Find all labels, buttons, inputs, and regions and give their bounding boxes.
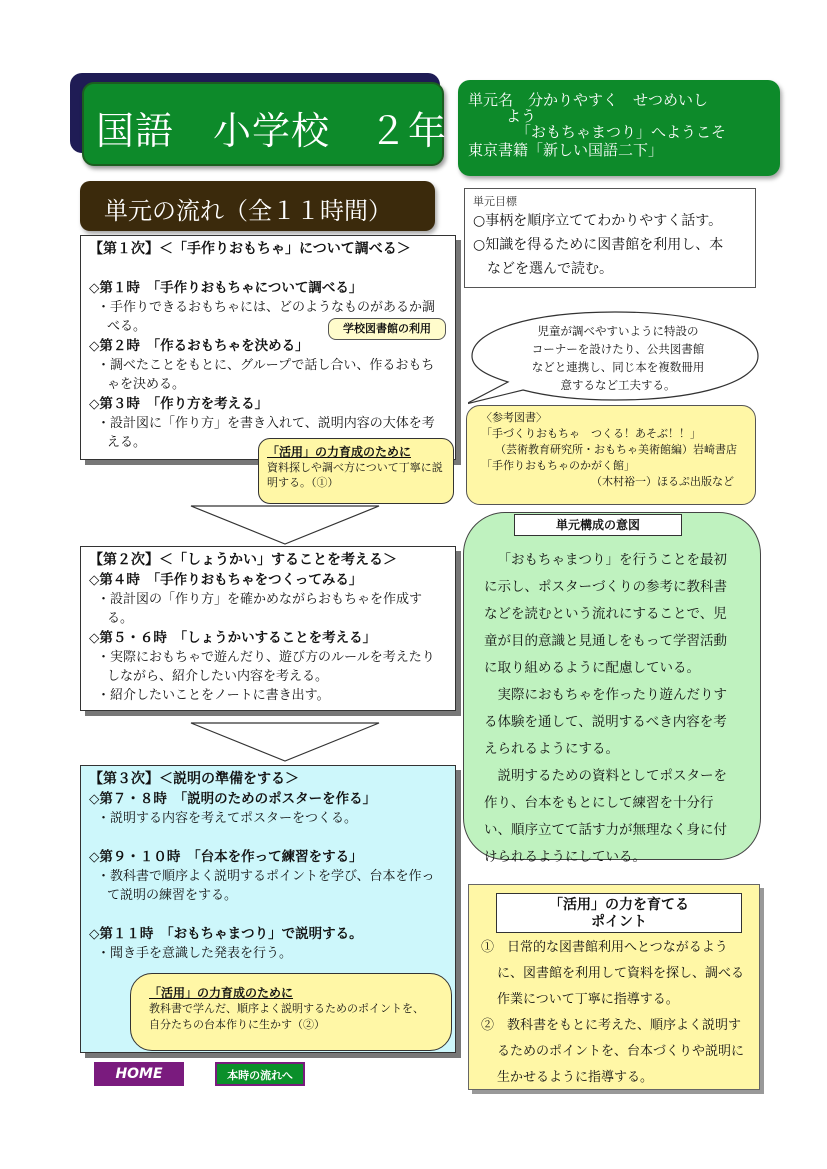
library-tag: 学校図書館の利用	[328, 318, 446, 340]
intent-caption: 単元構成の意図	[514, 514, 682, 536]
lesson-detail: ・説明する内容を考えてポスターをつくる。	[97, 811, 358, 826]
goal-item: ○知識を得るために図書館を利用し、本	[473, 237, 724, 253]
lesson-title: ◇第１時 「手作りおもちゃについて調べる」	[89, 280, 363, 296]
unit-name-line1: 単元名 分かりやすく せつめいし	[468, 91, 709, 109]
point-item: ① 日常的な図書館利用へとつながるように、図書館を利用して資料を探し、調べる作業について丁寧に指導する。	[481, 940, 745, 1007]
textbook: 東京書籍「新しい国語二下」	[468, 141, 664, 159]
lesson-title: ◇第１１時 「おもちゃまつり」で説明する。	[89, 926, 363, 942]
step2-box	[80, 546, 456, 711]
katsuyo-note-title: 「活用」の力育成のために	[149, 986, 294, 1000]
reference-line: 「手づくりおもちゃ つくる！あそぶ！！」	[481, 427, 701, 440]
lesson-detail: ・紹介したいことをノートに書き出す。	[97, 688, 330, 703]
bubble-text	[488, 322, 748, 394]
lesson-detail: ・設計図に「作り方」を書き入れて、説明内容の大体を考える。	[97, 416, 435, 450]
intent-paragraph: 実際におもちゃを作ったり遊んだりする体験を通して、説明するべき内容を考えられるようにする。	[484, 687, 727, 757]
flow-heading-text: 単元の流れ（全１１時間）	[104, 197, 392, 225]
flow-heading	[80, 181, 435, 231]
step1-heading: 【第１次】＜「手作りおもちゃ」について調べる＞	[89, 241, 411, 257]
katsuyo-note-title: 「活用」の力育成のために	[267, 445, 412, 459]
home-button[interactable]: HOME	[94, 1062, 184, 1086]
step3-heading: 【第３次】＜説明の準備をする＞	[89, 771, 299, 787]
bubble-line: コーナーを設けたり、公共図書館	[531, 342, 705, 356]
reference-line: 「手作りおもちゃのかがく館」	[481, 459, 635, 472]
page-title: 国語 小学校 ２年	[96, 109, 448, 153]
goal-item: などを選んで読む。	[473, 261, 613, 277]
down-arrow-icon	[190, 722, 380, 762]
lesson-detail: ・聞き手を意識した発表を行う。	[97, 946, 293, 961]
lesson-title: ◇第２時 「作るおもちゃを決める」	[89, 338, 309, 354]
goal-item: ○事柄を順序立ててわかりやすく話す。	[473, 213, 723, 229]
point-caption	[496, 893, 742, 933]
point-caption-line: 「活用」の力を育てる	[549, 897, 689, 913]
lesson-detail: ・設計図の「作り方」を確かめながらおもちゃを作成する。	[97, 592, 423, 626]
reference-line: （芸術教育研究所・おもちゃ美術館編）岩崎書店	[495, 443, 737, 456]
reference-line: （木村裕一）ほるぷ出版など	[591, 475, 734, 488]
reference-caption: 〈参考図書〉	[481, 411, 547, 424]
unit-goal-box	[464, 188, 756, 288]
intent-paragraph: 説明するための資料としてポスターを作り、台本をもとにして練習を十分行い、順序立てて話す力が無理なく身に付けられるようにしている。	[484, 768, 727, 865]
lesson-title: ◇第４時 「手作りおもちゃをつくってみる」	[89, 572, 363, 588]
unit-intent-box	[463, 512, 761, 865]
point-caption-line: ポイント	[591, 914, 647, 930]
lesson-title: ◇第９・１０時 「台本を作って練習をする」	[89, 849, 363, 865]
intent-paragraph: 「おもちゃまつり」を行うことを最初に示し、ポスターづくりの参考に教科書などを読むという流れにすることで、児童が目的意識と見通しをもって学習活動に取り組めるように配慮している。	[484, 552, 727, 676]
bubble-line: 意するなど工夫する。	[560, 378, 676, 392]
next-flow-button[interactable]: 本時の流れへ	[215, 1062, 305, 1086]
point-item: ② 教科書をもとに考えた、順序よく説明するためのポイントを、台本づくりや説明に生かせるように指導する。	[481, 1018, 745, 1085]
unit-info-box	[458, 80, 780, 176]
katsuyo-note-body: 教科書で学んだ、順序よく説明するためのポイントを、自分たちの台本作りに生かす（②）	[149, 1002, 424, 1031]
lesson-title: ◇第７・８時 「説明のためのポスターを作る」	[89, 791, 377, 807]
down-arrow-icon	[190, 505, 380, 545]
unit-theme: 「おもちゃまつり」へようこそ	[516, 123, 727, 141]
goal-caption: 単元目標	[473, 195, 517, 208]
reference-books	[466, 405, 756, 505]
katsuyo-note-2	[130, 973, 452, 1051]
katsuyo-note-1	[258, 438, 454, 504]
lesson-detail: ・手作りできるおもちゃには、どのようなものがあるか調べる。	[97, 300, 436, 334]
unit-name-line2: よう	[506, 107, 537, 125]
step2-heading: 【第２次】＜「しょうかい」することを考える＞	[89, 552, 397, 568]
bubble-line: などと連携し、同じ本を複数冊用	[531, 360, 705, 374]
lesson-detail: ・教科書で順序よく説明するポイントを学び、台本を作って説明の練習をする。	[97, 869, 435, 903]
lesson-detail: ・調べたことをもとに、グループで話し合い、作るおもちゃを決める。	[97, 358, 435, 392]
lesson-title: ◇第５・６時 「しょうかいすることを考える」	[89, 630, 377, 646]
katsuyo-note-body: 資料探しや調べ方について丁寧に説明する。（①）	[267, 461, 443, 489]
lesson-detail: ・実際におもちゃで遊んだり、遊び方のルールを考えたりしながら、紹介したい内容を考える。	[97, 650, 435, 684]
lesson-title: ◇第３時 「作り方を考える」	[89, 396, 269, 412]
step1-box	[80, 235, 456, 460]
bubble-line: 児童が調べやすいように特設の	[537, 324, 699, 338]
